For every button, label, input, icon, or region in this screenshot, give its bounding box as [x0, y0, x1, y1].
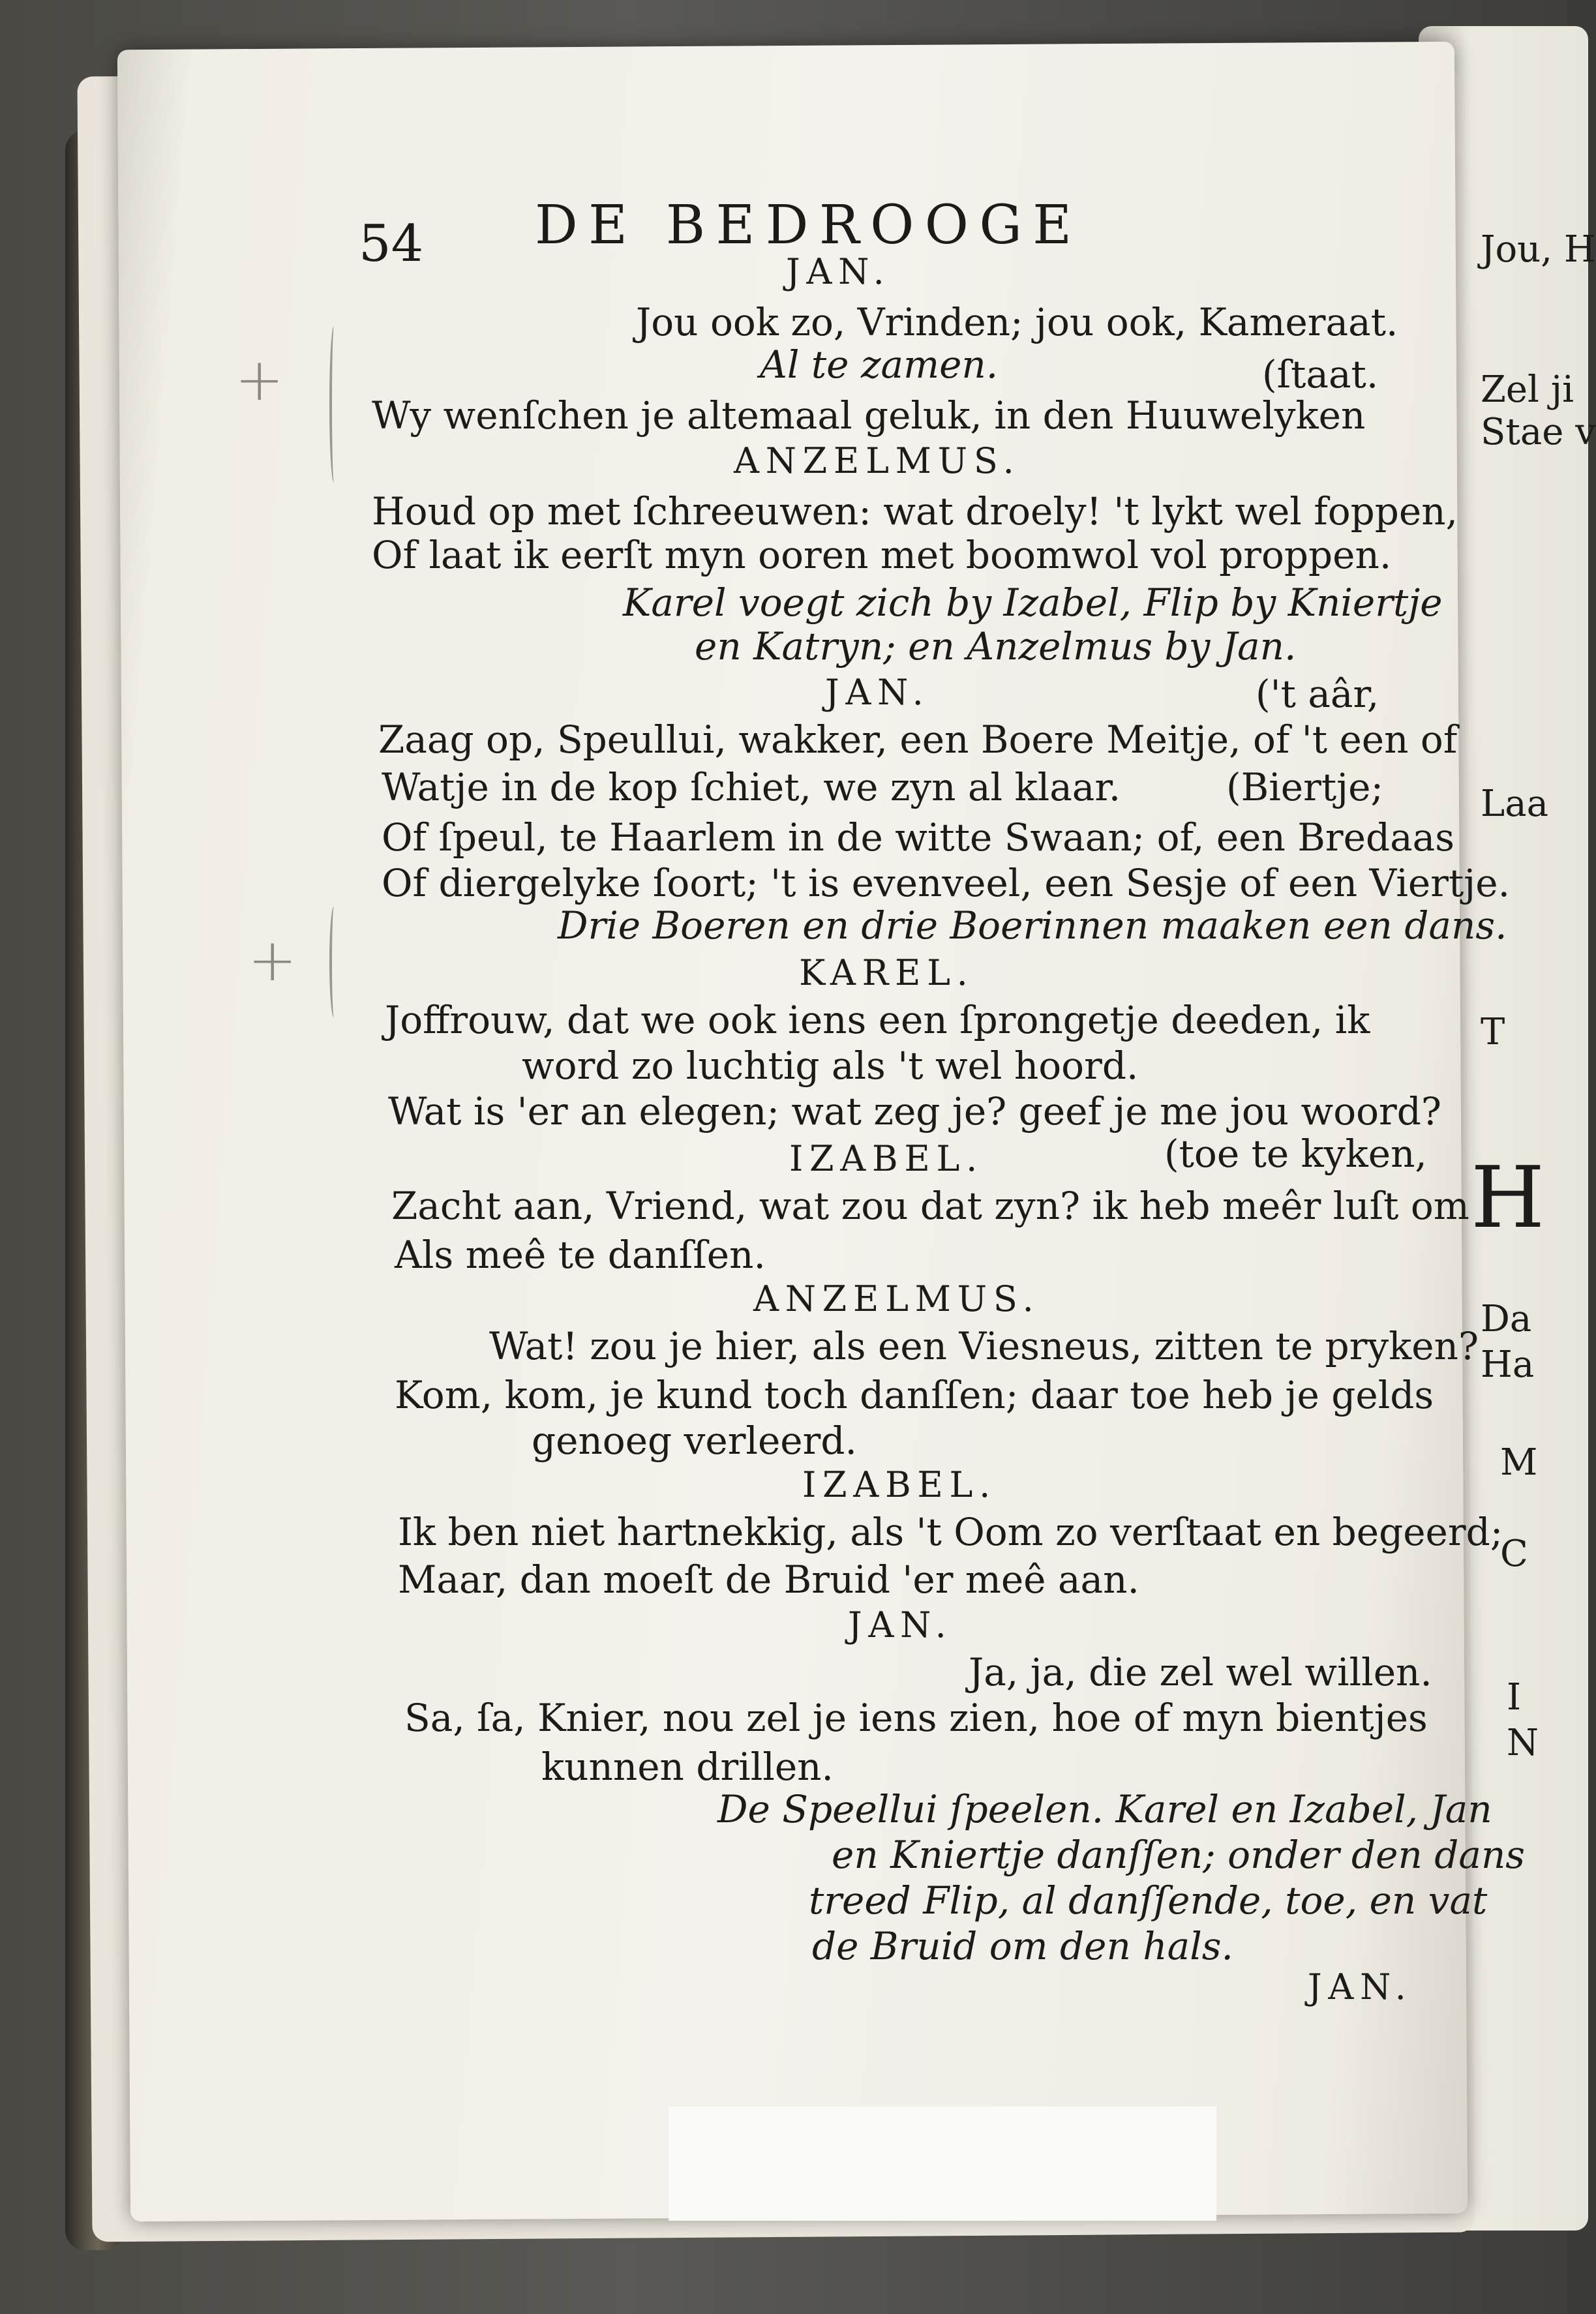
facing-page-fragment: Jou, H — [1481, 228, 1596, 271]
stage-direction: De Speellui ſpeelen. Karel en Izabel, Jan — [717, 1787, 1492, 1831]
facing-page-fragment: Zel ji — [1481, 368, 1574, 411]
verse-line: Sa, ſa, Knier, nou zel je iens zien, hoe of myn bientjes — [404, 1696, 1428, 1740]
verse-line: Zaag op, Speullui, wakker, een Boere Meitje, of 't een of — [378, 717, 1458, 762]
stage-direction: de Bruid om den hals. — [812, 1924, 1233, 1968]
verse-line: Wat is 'er an elegen; wat zeg je? geef je me jou woord? — [388, 1089, 1441, 1134]
verse-line: Wy wenſchen je altemaal geluk, in den Huuwelyken — [372, 393, 1366, 438]
verse-line: (Biertje; — [1226, 765, 1384, 809]
speaker-name: IZABEL. — [789, 1138, 984, 1179]
stage-direction: Al te zamen. — [760, 342, 999, 387]
running-header: DE BEDROOGE — [535, 194, 1083, 256]
redaction-label — [669, 2107, 1216, 2221]
verse-line: Of ſpeul, te Haarlem in de witte Swaan; of, een Bredaas — [382, 815, 1455, 860]
facing-page-fragment: C — [1500, 1533, 1528, 1575]
stage-direction: en Katryn; en Anzelmus by Jan. — [695, 624, 1297, 669]
verse-line: Als meê te danſſen. — [395, 1233, 766, 1277]
verse-line: (toe te kyken, — [1164, 1132, 1427, 1176]
verse-line: Of diergelyke ſoort; 't is evenveel, een Sesje of een Viertje. — [382, 861, 1511, 905]
verse-line: Wat! zou je hier, als een Viesneus, zitten te pryken? — [489, 1324, 1479, 1368]
speaker-name: JAN. — [786, 251, 891, 292]
facing-page-fragment: H — [1471, 1148, 1545, 1247]
verse-line: Kom, kom, je kund toch danſſen; daar toe heb je gelds — [395, 1373, 1434, 1417]
margin-bracket — [329, 907, 339, 1017]
speaker-name: JAN. — [825, 672, 930, 713]
verse-line: Houd op met ſchreeuwen: wat droely! 't lykt wel foppen, — [372, 489, 1458, 533]
speaker-name: ANZELMUS. — [734, 440, 1021, 481]
verse-line: word zo luchtig als 't wel hoord. — [522, 1044, 1139, 1088]
verse-line: kunnen drillen. — [541, 1745, 834, 1789]
facing-page-fragment: Stae v — [1481, 411, 1596, 453]
facing-page-fragment: T — [1481, 1011, 1505, 1053]
catchword: JAN. — [1308, 1966, 1413, 2007]
stage-direction: en Kniertje danſſen; onder den dans — [832, 1833, 1526, 1877]
facing-page-fragment: N — [1507, 1722, 1539, 1764]
margin-mark: + — [235, 346, 284, 414]
stage-direction: Drie Boeren en drie Boerinnen maaken een dans. — [558, 903, 1507, 948]
verse-line: Maar, dan moeſt de Bruid 'er meê aan. — [398, 1557, 1139, 1602]
stage-direction: treed Flip, al danſſende, toe, en vat — [809, 1878, 1488, 1923]
verse-line: Jou ook zo, Vrinden; jou ook, Kameraat. — [636, 300, 1398, 344]
speaker-name: KAREL. — [799, 952, 974, 993]
stage-direction: Karel voegt zich by Izabel, Flip by Kniertje — [623, 580, 1443, 625]
verse-line: ('t aâr, — [1256, 672, 1379, 716]
verse-line: Joffrouw, dat we ook iens een ſprongetje deeden, ik — [385, 998, 1370, 1042]
verse-line: Watje in de kop ſchiet, we zyn al klaar. — [382, 765, 1121, 809]
verse-line: Of laat ik eerſt myn ooren met boomwol vol proppen. — [372, 533, 1392, 577]
page-number: 54 — [359, 215, 424, 273]
margin-bracket — [329, 326, 339, 483]
verse-line: Zacht aan, Vriend, wat zou dat zyn? ik heb meêr luſt om — [391, 1184, 1469, 1228]
facing-page-fragment: I — [1507, 1676, 1522, 1719]
speaker-name: ANZELMUS. — [753, 1278, 1040, 1319]
facing-page-fragment: Da — [1481, 1298, 1532, 1340]
speaker-name: IZABEL. — [802, 1464, 997, 1505]
verse-line: genoeg verleerd. — [532, 1419, 857, 1463]
facing-page-fragment: Ha — [1481, 1344, 1535, 1386]
facing-page-fragment: Laa — [1481, 783, 1548, 825]
verse-line: (ſtaat. — [1262, 352, 1379, 397]
margin-mark: + — [248, 926, 297, 995]
facing-page-fragment: M — [1500, 1441, 1538, 1484]
speaker-name: JAN. — [848, 1604, 953, 1645]
verse-line: Ja, ja, die zel wel willen. — [969, 1650, 1432, 1694]
verse-line: Ik ben niet hartnekkig, als 't Oom zo verſtaat en begeerd; — [398, 1510, 1503, 1554]
